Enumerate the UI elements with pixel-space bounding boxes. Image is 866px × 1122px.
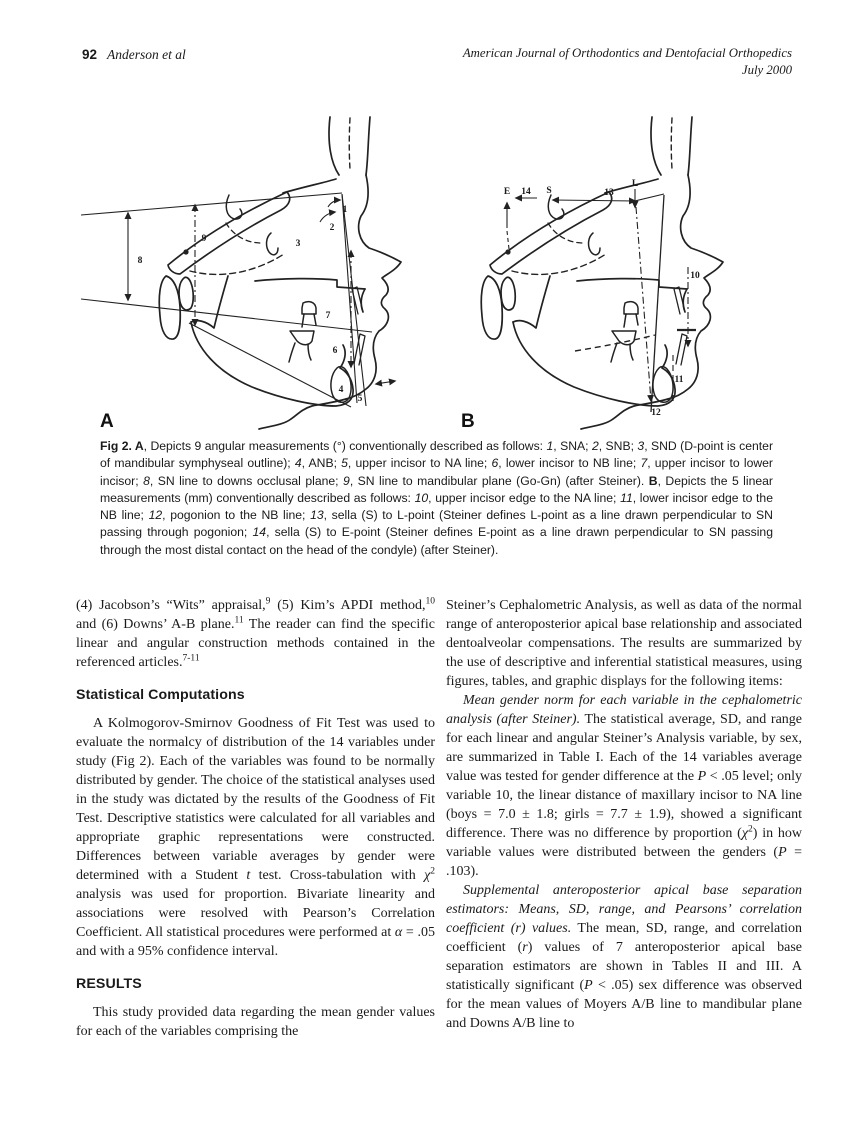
angle-label-2: 2	[329, 223, 335, 233]
journal-issue: July 2000	[741, 63, 792, 77]
text-column-right	[446, 596, 802, 1033]
annotations-a	[138, 205, 363, 404]
paragraph-statistics: A Kolmogorov-Smirnov Goodness of Fit Test was used to evaluate the normalcy of distribution of the 14 variables under study (Fig 2). Each of the variables was found to be normally distributed by gender. The choice of the statistical analyses used in the study was dictated by the results of the Goodness of Fit Test. Descriptive statistics were calculated for all variables and appropriate graphic representations were constructed. Differences between variable averages by gender were determined with a Student t test. Cross-tabulation with $\chi^2$ analysis was used for proportion. Bivariate linearity and associations were resolved with Pearson’s Correlation Coefficient. All statistical procedures were performed at α = .05 and with a 95% confidence interval.	[76, 716, 435, 959]
point-label-l: L	[631, 179, 639, 189]
measurement-lines-b	[507, 189, 696, 412]
angle-label-8: 8	[137, 256, 143, 266]
cephalometric-tracing-a	[78, 115, 425, 437]
heading-results: RESULTS	[76, 976, 142, 992]
angle-label-3: 3	[295, 239, 301, 249]
angle-label-6: 6	[332, 346, 338, 356]
angle-label-7: 7	[325, 311, 331, 321]
point-label-s: S	[546, 186, 552, 196]
text-column-left	[76, 596, 435, 1041]
figure-2-panel-b	[445, 115, 792, 437]
angle-label-1: 1	[342, 205, 348, 215]
paragraph-supplemental-estimators: Supplemental anteroposterior apical base separation estimators: Means, SD, range, and Pearsons’ correlation coefficient (r) values. The mean, SD, range, and correlation coefficient (r) values of 7 anteroposterior apical base separation estimators are shown in Tables II and III. A statistically significant (P < .05) sex difference was observed for the mean values of Moyers A/B line to mandibular plane and Downs A/B line to	[446, 883, 802, 1031]
journal-title: American Journal of Orthodontics and Dentofacial Orthopedics	[462, 46, 792, 60]
panel-letter-a: A	[100, 411, 114, 432]
panel-letter-b: B	[461, 411, 475, 432]
paragraph-results-intro: This study provided data regarding the mean gender values for each of the variables comprising the	[76, 1005, 435, 1039]
paragraph-results-continued: Steiner’s Cephalometric Analysis, as well as data of the normal range of anteroposterior apical base relationship and associated dentoalveolar compensations. The results are summarized by the use of descriptive and inferential statistical measures, using figures, tables, and graphic displays for the following items:	[446, 598, 802, 689]
angle-label-4: 4	[338, 385, 344, 395]
point-label-e: E	[503, 187, 511, 197]
annotations-b	[504, 179, 700, 418]
paragraph-mean-gender-norm: Mean gender norm for each variable in the cephalometric analysis (after Steiner). The statistical average, SD, and range for each linear and angular Steiner’s Analysis variable, by sex, are summarized in Table I. Each of the 14 variables average value was tested for gender difference at the P < .05 level; only variable 10, the linear distance of maxillary incisor to NA line (boys = 7.0 ± 1.8; girls = 7.7 ± 1.9), showed a significant difference. There was no difference by proportion $(\chi^2)$ in how variable values were distributed between the genders (P = .103).	[446, 693, 803, 879]
measure-label-10: 10	[690, 271, 700, 281]
cephalometric-tracing-b	[445, 115, 792, 437]
running-head-right	[463, 45, 792, 79]
measure-label-11: 11	[674, 375, 684, 385]
page-number: 92	[82, 47, 98, 62]
measure-label-12: 12	[651, 408, 661, 418]
measure-label-13: 13	[604, 188, 614, 198]
measure-label-14: 14	[521, 187, 531, 197]
angle-label-9: 9	[201, 234, 207, 244]
figure-2-caption: Fig 2. A, Depicts 9 angular measurements (°) conventionally described as follows: 1, SNA; 2, SNB; 3, SND (D-point is center of mandibular symphyseal outline); 4, ANB; 5, upper incisor to NA line; 6, lower incisor to NB line; 7, upper incisor to lower incisor; 8, SN line to downs occlusal plane; 9, SN line to mandibular plane (Go-Gn) (after Steiner). B, Depicts the 5 linear measurements (mm) conventionally described as follows: 10, upper incisor edge to the NA line; 11, lower incisor edge to the NB line; 12, pogonion to the NB line; 13, sella (S) to L-point (Steiner defines L-point as a line drawn perpendicular to SN passing through pogonion; 14, sella (S) to E-point (Steiner defines E-point as a line drawn perpendicular to SN passing through the most distal contact on the head of the condyle) (after Steiner).	[100, 439, 774, 557]
figure-2-panel-a	[78, 115, 425, 437]
running-head-left	[82, 47, 186, 63]
paragraph-methods-continued: (4) Jacobson’s “Wits” appraisal,$^9$ (5) Kim’s APDI method,$^{10}$ and (6) Downs’ A-B plane.$^{11}$ The reader can find the specific linear and angular construction methods contained in the referenced articles.$^{7-11}$	[76, 596, 436, 670]
heading-statistical-computations: Statistical Computations	[76, 687, 245, 703]
authors: Anderson et al	[107, 47, 186, 62]
angle-label-5: 5	[357, 394, 363, 404]
